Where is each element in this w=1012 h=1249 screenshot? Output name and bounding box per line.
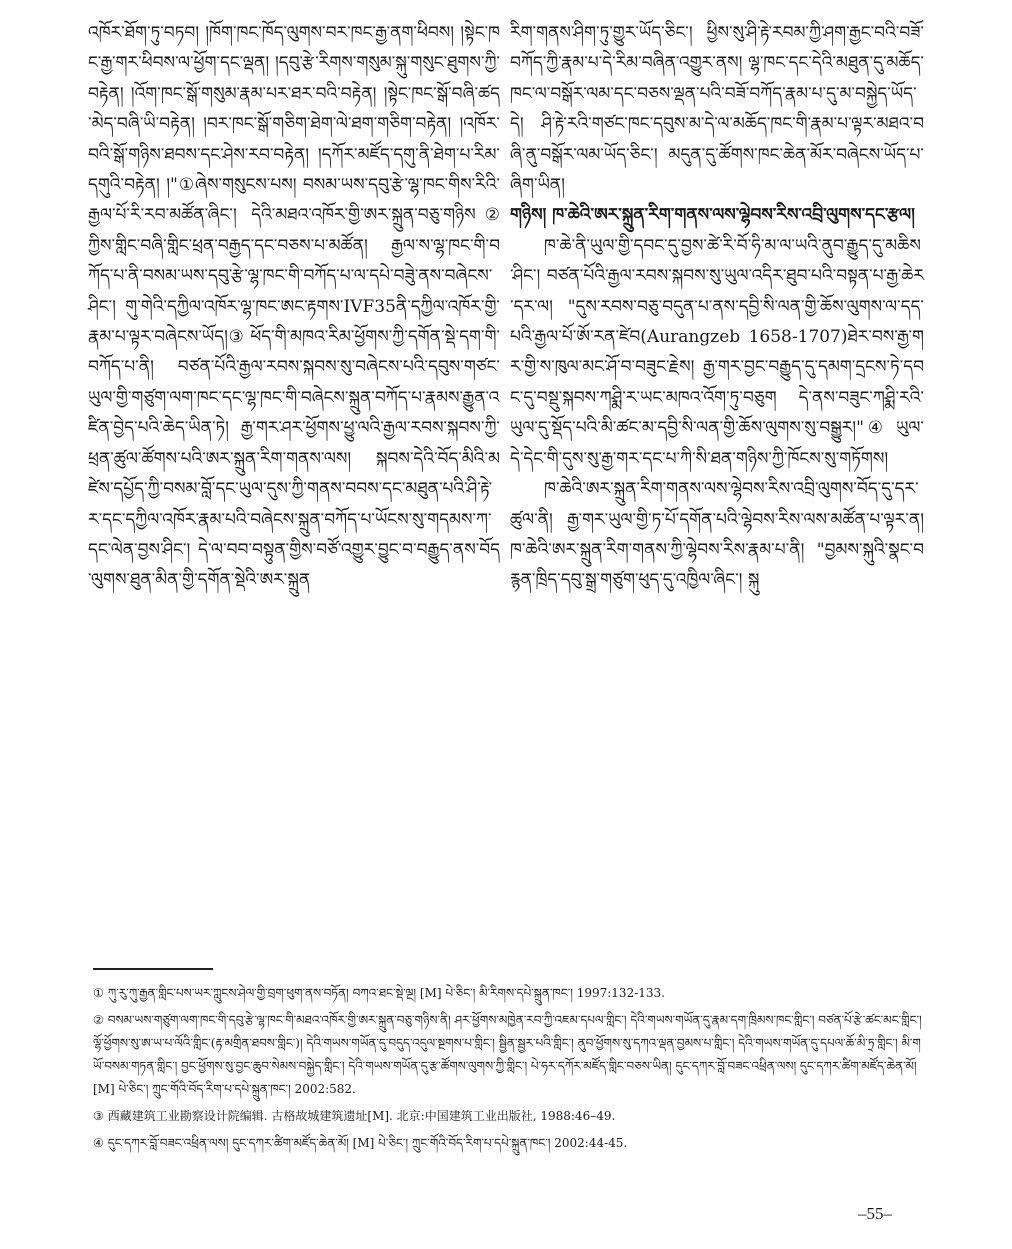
footnote (93, 1105, 923, 1128)
footnote-number: ① (93, 986, 104, 1000)
right-column (510, 18, 924, 596)
body-paragraph: ཁ་ཆེ་ནི་ཡུལ་གྱི་དབང་དུ་བྱས་ཚེ་རི་བོ་ཧི་མ་ལ་ཡའི་ནུབ་རྒྱུད་དུ་མཆིས་ཤིང་། བཙན་པོའི་རྒྱལ་རབས་སྐབས་སུ་ཡུལ་འདིར་ཐུབ་པའི་བསྟན་པ་རྒྱ་ཆེར་དར་ལ། "དུས་རབས་བཅུ་བདུན་པ་ནས་དབྱི་སི་ལན་གྱི་ཆོས་ལུགས་ལ་དད་པའི་རྒྱལ་པོ་ཨོ་རན་ཛེབ(Aurangzeb 1658-1707)ཐེར་བས་རྒྱ་གར་གྱི་ས་ཁུལ་མང་ཤོ་བ་བཟུང་རྗེས། རྒྱ་གར་བྱང་བརྒྱུད་དུ་དམག་དྲངས་ཏེ་དབང་དུ་བསྡུ་སྐབས་ཀཤྨི་ར་ཡང་མཁའ་འོག་ཏུ་བཅུག དེ་ནས་བཟུང་ཀཤྨི་རའི་ཡུལ་དུ་སྡོད་པའི་མི་ཚང་མ་དབྱི་སི་ལན་གྱི་ཆོས་ལུགས་སུ་བསྒྱུར།"④ ཡུལ་དེ་དེང་གི་དུས་སུ་རྒྱ་གར་དང་པ་ཀི་སི་ཐན་གཉིས་ཀྱི་ཁོངས་སུ་གཏོགས། (510, 235, 924, 469)
footnote (93, 982, 923, 1005)
left-column (88, 18, 500, 596)
page-number: –55– (858, 1204, 892, 1223)
footnote-text: བསམ་ཡས་གཙུག་ལག་ཁང་གི་དབུ་རྩེ་ལྷ་ཁང་གི་མཐའ་འཁོར་གྱི་ཨར་སྐྲུན་བཅུ་གཉིས་ནི། ཤར་ཕྱོགས་མཁྱེན་རབ་ཀྱི་འཇམ་དཔལ་གླིང་། དེའི་གཡས་གཡོན་དུ་རྣམ་དག་ཁྲིམས་ཁང་གླིང་། བཙན་པོ་རྩེ་ཚང་མང་གླིང་། ལྷོ་ཕྱོགས་སུ་ཨ་ཡ་པ་ལོའི་གླིང་(རྟ་མགྲིན་ཐབས་གླིང་)། དེའི་གཡས་གཡོན་དུ་བདུད་འདུལ་སྔགས་པ་གླིང་། སྦྱིན་སྦྱར་པའི་གླིང་། ནུབ་ཕྱོགས་སུ་དཀའ་ལྡན་བྱམས་པ་གླིང་། དེའི་གཡས་གཡོན་དུ་དཔལ་ཆོ་མི་ཏྲ་གླིང་། མི་གཡོ་བསམ་གཏན་གླིང་། བྱང་ཕྱོགས་སུ་བྱང་ཆུབ་སེམས་བསྐྱེད་གླིང་། དེའི་གཡས་གཡོན་དུ་རྩ་ཚོགས་ལུགས་ཀྱི་གླིང་། པེ་ཧར་དཀོར་མཛོད་གླིང་བཅས་ཡིན། དུང་དཀར་བློ་བཟང་འཕྲིན་ལས། དུང་དཀར་ཚིག་མཛོད་ཆེན་མོ། [M] པེ་ཅིང་། ཀྲུང་གོའི་བོད་རིག་པ་དཔེ་སྐྲུན་ཁང་། 2002:582. (93, 1013, 922, 1096)
footnote-number: ② (93, 1013, 104, 1027)
footnote (93, 1009, 923, 1101)
footnote-divider (93, 968, 213, 970)
body-paragraph-continuation: རིག་གནས་ཤིག་ཏུ་གྱུར་ཡོད་ཅིང་། ཕྱིས་སུ་ཤི་རྟེ་རབམ་ཀྱི་ཤག་རྒྱང་བའི་བཟོ་བཀོད་ཀྱི་རྣམ་པ་དེ་རིམ་བཞིན་འགྱུར་ནས། ལྷ་ཁང་དང་དེའི་མཐུན་དུ་མཆོད་ཁང་ལ་བསྒོར་ལམ་དང་བཅས་ལྡན་པའི་བཟོ་བཀོད་རྣམ་པ་དུ་མ་བསྐྱེད་ཡོད་དེ། ཤི་རྟེ་རའི་གཙང་ཁང་དབུས་མ་དེ་ལ་མཆོད་ཁང་གི་རྣམ་པ་ལྟར་མཐའ་བཞི་ནུ་བསྒོར་ལམ་ཡོད་ཅིང་། མདུན་དུ་ཚོགས་ཁང་ཆེན་མོར་བཞེངས་ཡོད་པ་ཞིག་ཡིན། (510, 23, 924, 196)
footnote-text: 西藏建筑工业勘察设计院编辑. 古格故城建筑遗址[M]. 北京:中国建筑工业出版社, 1988:46–49. (107, 1109, 616, 1123)
body-paragraph: ཁ་ཆེའི་ཨར་སྐྲུན་རིག་གནས་ལས་ལྷེབས་རིས་འབྲི་ལུགས་བོད་དུ་དར་ཚུལ་ནི། རྒྱ་གར་ཡུལ་གྱི་ཏ་པོ་དགོན་པའི་ལྷེབས་རིས་ལས་མཚོན་པ་ལྟར་ན། ཁ་ཆེའི་ཨར་སྐྲུན་རིག་གནས་ཀྱི་ལྷེབས་རིས་རྣམ་པ་ནི། "བྱམས་སྐུའི་སྣང་བརྙན་ཁྲིད་དབུ་སྒྲ་གཙུག་ཕུད་དུ་འཁྱིལ་ཞིང་། སྐུ (510, 479, 924, 591)
footnote-text: དུང་དཀར་བློ་བཟང་འཕྲིན་ལས། དུང་དཀར་ཚིག་མཛོད་ཆེན་མོ། [M] པེ་ཅིང་། ཀྲུང་གོའི་བོད་རིག་པ་དཔེ་སྐྲུན་ཁང་། 2002:44-45. (107, 1136, 628, 1150)
body-paragraph: འཁོར་ཐོག་ཏུ་བཏབ། །ཁོག་ཁང་ཁོད་ལུགས་བར་ཁང་རྒྱ་ནག་ཕིབས། །སྟེང་ཁང་རྒྱ་གར་ཕིབས་ལ་ཕྱོག་དང་ལྡན། །དབུ་རྩེ་རིགས་གསུམ་སྐུ་གསུང་ཐུགས་ཀྱི་བརྟེན། །འོག་ཁང་སྒོ་གསུམ་རྣམ་པར་ཐར་བའི་བརྟེན། །སྟེང་ཁང་སྒོ་བཞི་ཚད་མེད་བཞི་ཡི་བརྟེན། །བར་ཁང་སྒོ་གཅིག་ཐེག་ལེ་ཐག་གཅིག་བརྟེན། །འཁོར་བའི་སྒོ་གཉིས་ཐབས་དང་ཤེས་རབ་བརྟེན། །དཀོར་མཛོད་དགུ་ནི་ཐེག་པ་རིམ་དགུའི་བརྟེན། །"①ཞེས་གསུངས་པས། བསམ་ཡས་དབུ་རྩེ་ལྷ་ཁང་གིས་རིའི་རྒྱལ་པོ་རི་རབ་མཚོན་ཞིང་། དེའི་མཐའ་འཁོར་གྱི་ཨར་སྐྲུན་བཅུ་གཉིས②ཀྱིས་གླིང་བཞི་གླིང་ཕྲན་བརྒྱད་དང་བཅས་པ་མཚོན། རྒྱལ་ས་ལྷ་ཁང་གི་བཀོད་པ་ནི་བསམ་ཡས་དབུ་རྩེ་ལྷ་ཁང་གི་བཀོད་པ་ལ་དཔེ་བཟེུ་ནས་བཞེངས་ཤིང་། གུ་གེའི་དཀྱིལ་འཁོར་ལྷ་ཁང་ཨང་རྟགས་IVF35ནི་དཀྱིལ་འཁོར་གྱི་རྣམ་པ་ལྟར་བཞེངས་ཡོད།③ ཕོད་གི་མཁའ་རིམ་ཕྱོགས་ཀྱི་དགོན་སྡེ་དག་གི་བཀོད་པ་ནི། བཙན་པོའི་རྒྱལ་རབས་སྐབས་སུ་བཞེངས་པའི་དབུས་གཙང་ཡུལ་གྱི་གཙུག་ལག་ཁང་དང་ལྷ་ཁང་གི་བཞེངས་སྐྲུན་བཀོད་པ་རྣམས་རྒྱུན་འཛིན་བྱེད་པའི་ཆེད་ཡིན་ཏེ། རྒྱ་གར་ཤར་ཕྱོགས་ཕྱུ་ལའི་རྒྱལ་རབས་སྐབས་ཀྱི་ཕྲན་ཚུལ་ཚོགས་པའི་ཨར་སྐྲུན་རིག་གནས་ལས། སྐབས་དེའི་བོད་མིའི་མཛེས་དཔྱོད་ཀྱི་བསམ་བློ་དང་ཡུལ་དུས་ཀྱི་གནས་བབས་དང་མཐུན་པའི་ཤི་རྟེ་ར་དང་དཀྱིལ་འཁོར་རྣམ་པའི་བཞེངས་སྐྲུན་བཀོད་པ་ཡོངས་སུ་གདམས་ཀ་དང་ལེན་བྱས་ཤིང་། དེ་ལ་བབ་བསྟུན་གྱིས་བཙོ་འགྱུར་བྱུང་བ་བརྒྱུད་ནས་བོད་ལུགས་ཐུན་མིན་གྱི་དགོན་སྡེའི་ཨར་སྐྲུན (88, 23, 500, 591)
footnote-number: ④ (93, 1136, 104, 1150)
footnotes (93, 982, 923, 1159)
footnote (93, 1132, 923, 1155)
footnote-number: ③ (93, 1109, 104, 1123)
footnote-text: ཀུ་རུ་ཀུ་རྒྱན་གླིང་པས་ཡར་ཀླུངས་ཤེལ་གྱི་བྲག་ཕུག་ནས་བཏོན། བཀའ་ཐང་སྡེ་ལྔ། [M] པེ་ཅིང་། མི་རིགས་དཔེ་སྐྲུན་ཁང་། 1997:132-133. (107, 986, 665, 1000)
section-heading: གཉིས། ཁ་ཆེའི་ཨར་སྐྲུན་རིག་གནས་ལས་ལྷེབས་རིས་འབྲི་ལུགས་དང་རྩལ། (510, 205, 915, 226)
